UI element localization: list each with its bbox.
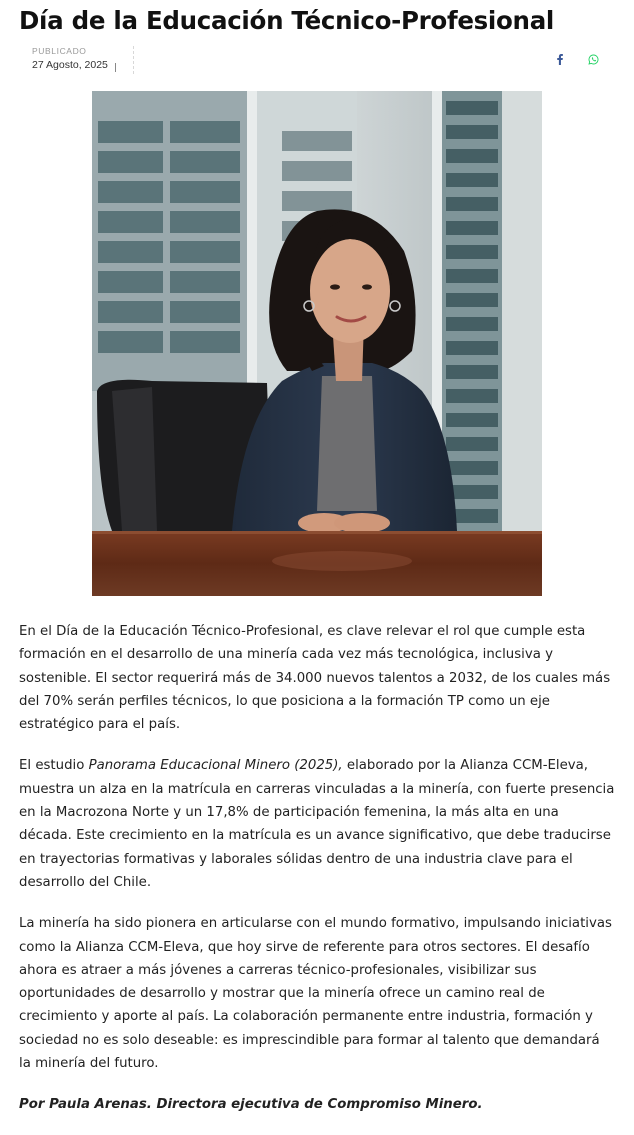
meta-divider	[133, 46, 134, 74]
facebook-share-button[interactable]	[553, 52, 567, 66]
paragraph-2-before: El estudio	[19, 758, 89, 774]
facebook-icon	[556, 54, 564, 65]
page-title: Día de la Educación Técnico-Profesional	[19, 6, 555, 35]
portrait-photo	[92, 91, 542, 596]
author-signature: Por Paula Arenas. Directora ejecutiva de Compromiso Minero.	[19, 1097, 483, 1113]
publish-meta	[32, 46, 108, 71]
meta-separator	[115, 63, 116, 72]
published-date: 27 Agosto, 2025	[32, 59, 108, 71]
article-paragraph-1: En el Día de la Educación Técnico-Profesional, es clave relevar el rol que cumple esta formación en el desarrollo de una minería cada vez más tecnológica, inclusiva y sostenible. El sector requerirá más de 34.000 nuevos talentos a 2032, de los cuales más del 70% serán perfiles técnicos, lo que posiciona a la formación TP como un eje estratégico para el país.	[19, 624, 611, 733]
paragraph-2-after: elaborado por la Alianza CCM-Eleva, muestra un alza en la matrícula en carreras vinculadas a la minería, con fuerte presencia en la Macrozona Norte y un 17,8% de participación femenina, la más alta en una década. Este crecimiento en la matrícula es un avance significativo, que debe traducirse en trayectorias formativas y laborales sólidas dentro de una industria clave para el desarrollo del Chile.	[19, 758, 615, 890]
whatsapp-share-button[interactable]	[586, 52, 600, 66]
hero-photo	[92, 91, 542, 596]
whatsapp-icon	[588, 54, 599, 65]
article-paragraph-2	[19, 754, 615, 894]
study-title: Panorama Educacional Minero (2025),	[88, 758, 343, 774]
published-label: PUBLICADO	[32, 46, 87, 56]
article-paragraph-3: La minería ha sido pionera en articularse con el mundo formativo, impulsando iniciativas como la Alianza CCM-Eleva, que hoy sirve de referente para otros sectores. El desafío ahora es atraer a más jóvenes a carreras técnico-profesionales, visibilizar sus oportunidades de desarrollo y mostrar que la minería ofrece un camino real de crecimiento y aporte al país. La colaboración permanente entre industria, formación y sociedad no es solo deseable: es imprescindible para formar al talento que demandará la minería del futuro.	[19, 916, 612, 1072]
article-body	[19, 620, 615, 1135]
